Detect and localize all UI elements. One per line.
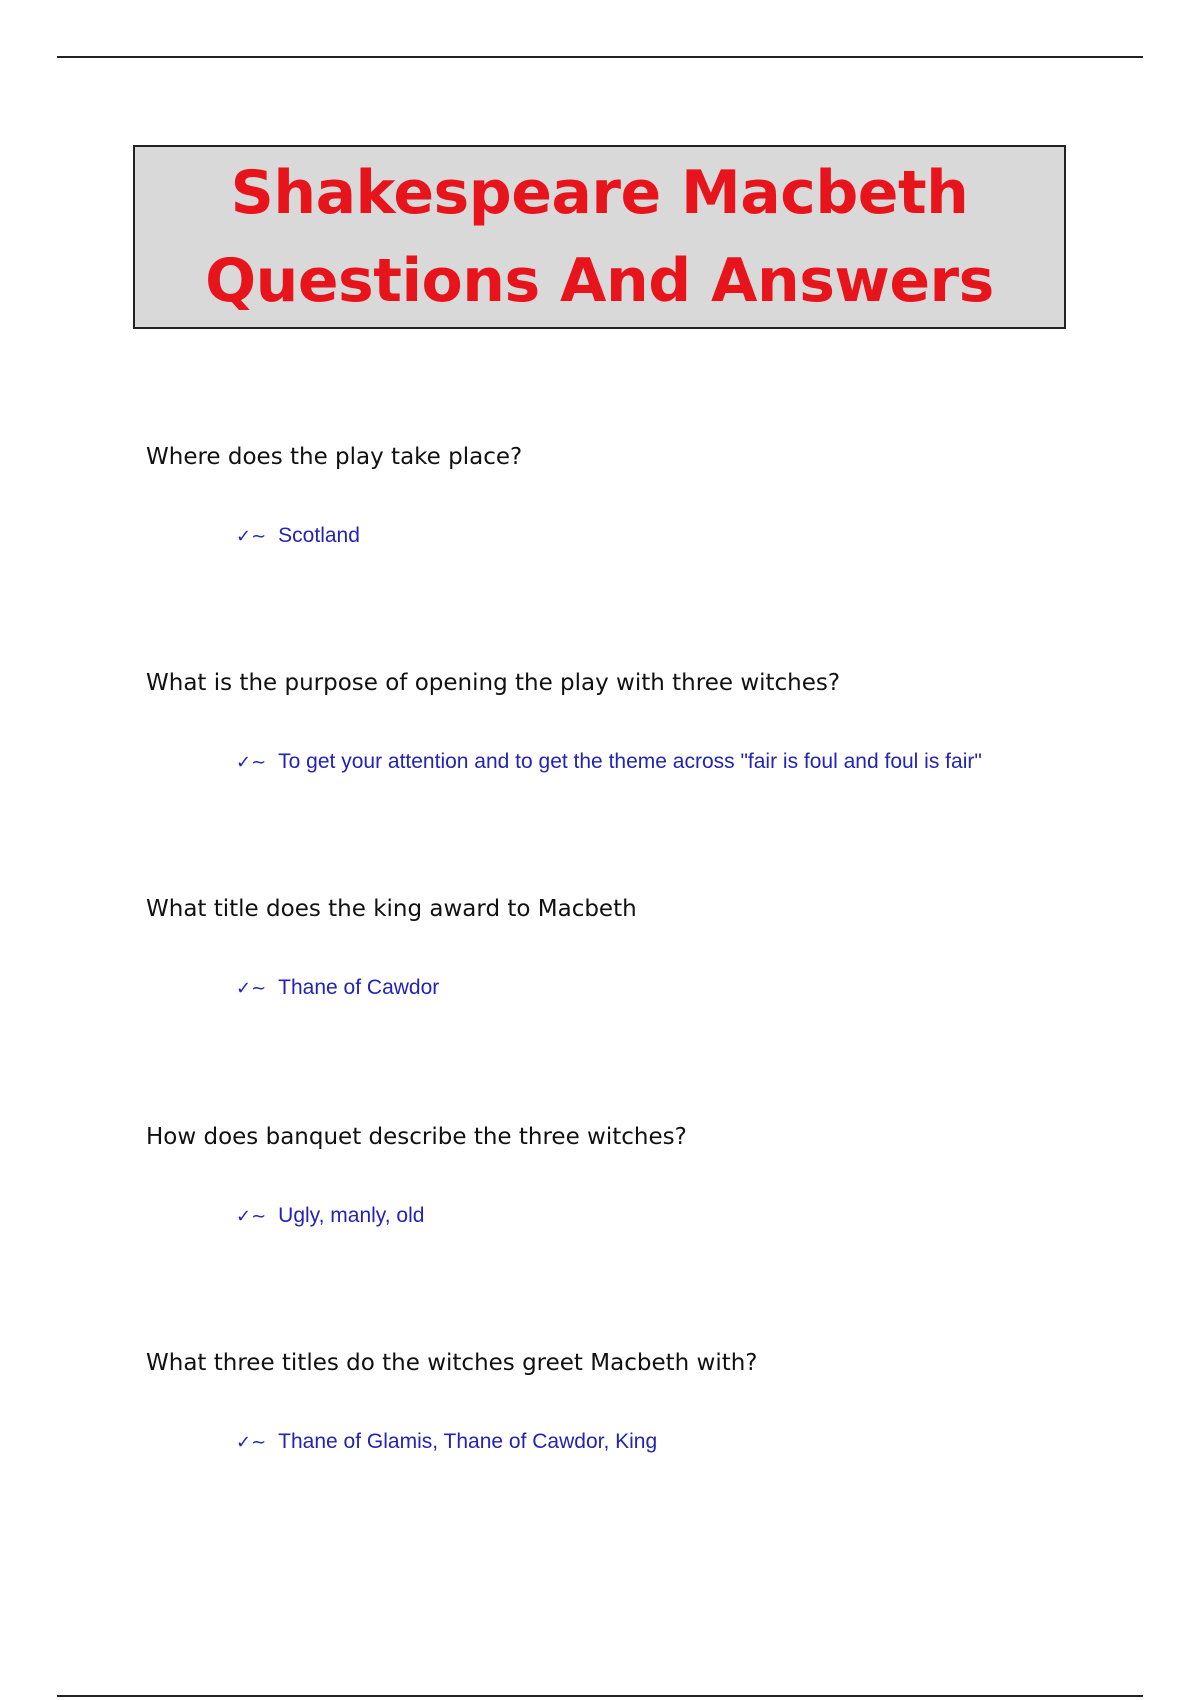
answer-text: Scotland (278, 524, 360, 547)
page-title-line-1: Shakespeare Macbeth (230, 158, 969, 228)
answer-row (236, 976, 439, 1000)
check-icon: ✓~ (236, 1205, 267, 1227)
answer-row (236, 750, 982, 774)
answer-text: To get your attention and to get the theme across "fair is foul and foul is fair" (278, 750, 982, 773)
answer-text: Thane of Glamis, Thane of Cawdor, King (278, 1430, 658, 1453)
title-box (133, 145, 1066, 329)
question-text: What is the purpose of opening the play with three witches? (146, 670, 841, 696)
check-icon: ✓~ (236, 525, 267, 547)
question-text: Where does the play take place? (146, 444, 523, 470)
answer-row (236, 1430, 657, 1454)
answer-text: Ugly, manly, old (278, 1204, 425, 1227)
check-icon: ✓~ (236, 1431, 267, 1453)
page-title-line-2: Questions And Answers (205, 246, 994, 316)
answer-text: Thane of Cawdor (278, 976, 440, 999)
answer-row (236, 524, 360, 548)
question-text: How does banquet describe the three witches? (146, 1124, 687, 1150)
answer-row (236, 1204, 424, 1228)
footer-rule (57, 1695, 1143, 1697)
question-text: What three titles do the witches greet Macbeth with? (146, 1350, 758, 1376)
header-rule (57, 56, 1143, 58)
check-icon: ✓~ (236, 751, 267, 773)
question-text: What title does the king award to Macbeth (146, 896, 637, 922)
check-icon: ✓~ (236, 977, 267, 999)
